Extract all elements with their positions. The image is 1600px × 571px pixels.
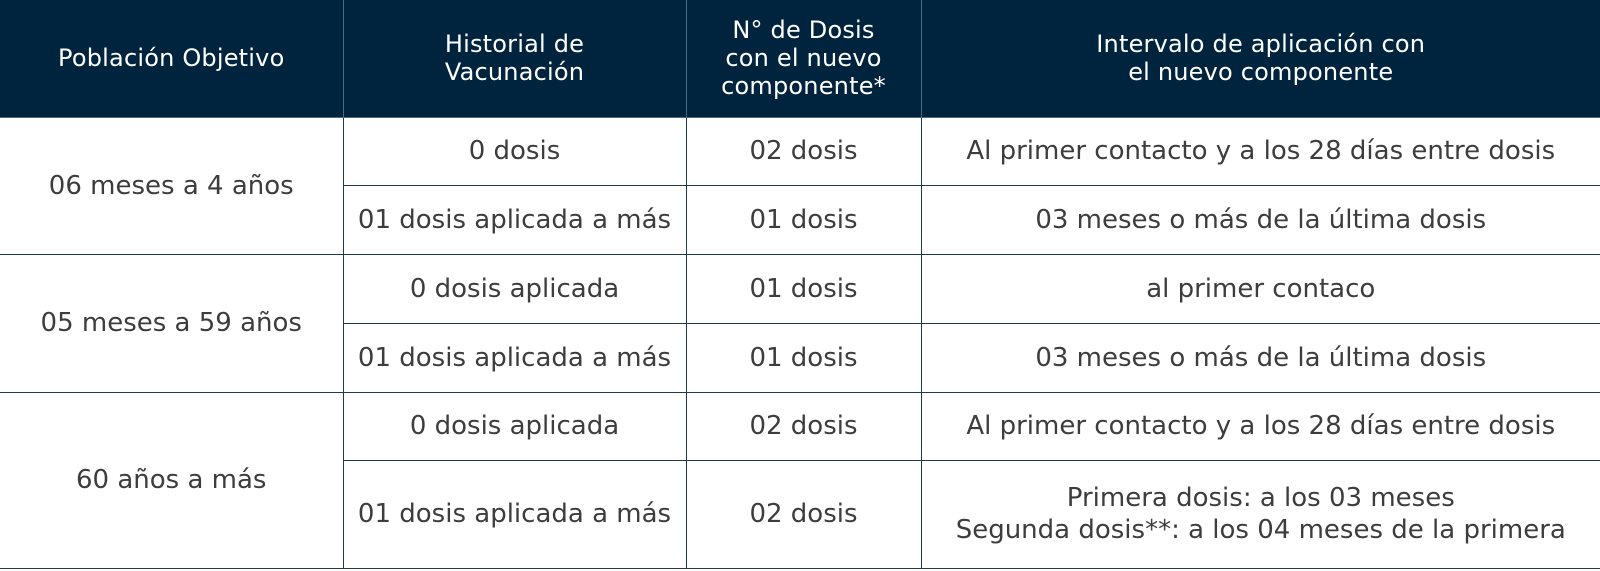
historial-cell: 01 dosis aplicada a más: [343, 460, 686, 568]
dosis-cell: 02 dosis: [686, 392, 921, 460]
dosis-cell: 01 dosis: [686, 185, 921, 254]
intervalo-cell: Al primer contacto y a los 28 días entre dosis: [921, 117, 1600, 185]
header-intervalo-aplicacion: Intervalo de aplicación con el nuevo componente: [921, 0, 1600, 117]
header-historial-vacunacion: Historial de Vacunación: [343, 0, 686, 117]
header-numero-dosis: N° de Dosis con el nuevo componente*: [686, 0, 921, 117]
intervalo-cell: al primer contaco: [921, 254, 1600, 323]
intervalo-cell: Al primer contacto y a los 28 días entre dosis: [921, 392, 1600, 460]
historial-cell: 0 dosis aplicada: [343, 392, 686, 460]
intervalo-cell: Primera dosis: a los 03 meses Segunda dosis**: a los 04 meses de la primera: [921, 460, 1600, 568]
population-cell: 06 meses a 4 años: [0, 117, 343, 254]
intervalo-cell: 03 meses o más de la última dosis: [921, 323, 1600, 392]
historial-cell: 01 dosis aplicada a más: [343, 185, 686, 254]
table-row: [0, 254, 1600, 323]
table-row: [0, 392, 1600, 460]
historial-cell: 01 dosis aplicada a más: [343, 323, 686, 392]
historial-cell: 0 dosis aplicada: [343, 254, 686, 323]
dosis-cell: 01 dosis: [686, 323, 921, 392]
population-cell: 05 meses a 59 años: [0, 254, 343, 392]
intervalo-cell: 03 meses o más de la última dosis: [921, 185, 1600, 254]
dosis-cell: 02 dosis: [686, 460, 921, 568]
header-row: [0, 0, 1600, 117]
historial-cell: 0 dosis: [343, 117, 686, 185]
dosis-cell: 01 dosis: [686, 254, 921, 323]
population-cell: 60 años a más: [0, 392, 343, 568]
table-row: [0, 117, 1600, 185]
dosis-cell: 02 dosis: [686, 117, 921, 185]
header-poblacion-objetivo: Población Objetivo: [0, 0, 343, 117]
